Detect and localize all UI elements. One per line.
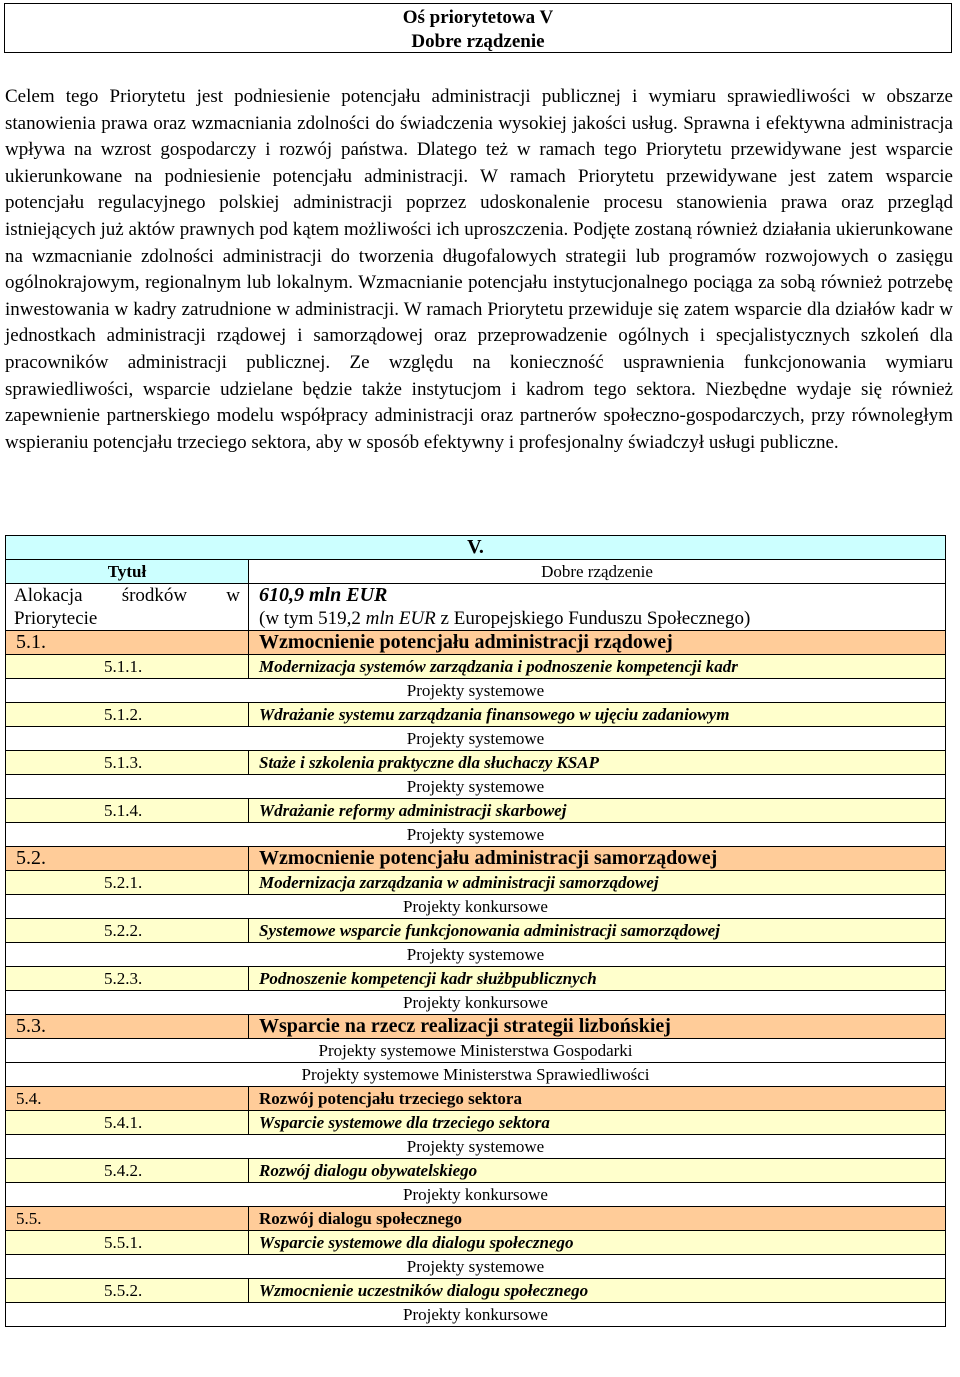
submeasure-number: 5.5.2. (6, 1279, 249, 1303)
project-type-row (6, 775, 946, 799)
submeasure-number: 5.4.1. (6, 1111, 249, 1135)
submeasure-title: Staże i szkolenia praktyczne dla słuchaczy KSAP (249, 751, 946, 775)
allocation-value (249, 584, 946, 631)
project-type-row (6, 1039, 946, 1063)
measure-title: Wsparcie na rzecz realizacji strategii lizbońskiej (249, 1015, 946, 1039)
measure-title: Wzmocnienie potencjału administracji rządowej (249, 631, 946, 655)
submeasure-row (6, 751, 946, 775)
measure-title: Wzmocnienie potencjału administracji samorządowej (249, 847, 946, 871)
project-type: Projekty systemowe (6, 679, 946, 703)
submeasure-number: 5.2.1. (6, 871, 249, 895)
submeasure-row (6, 655, 946, 679)
project-type-row (6, 1255, 946, 1279)
measure-title: Rozwój potencjału trzeciego sektora (249, 1087, 946, 1111)
submeasure-row (6, 703, 946, 727)
allocation-detail (259, 607, 937, 630)
submeasure-number: 5.1.2. (6, 703, 249, 727)
submeasure-row (6, 799, 946, 823)
project-type: Projekty systemowe Ministerstwa Sprawiedliwości (6, 1063, 946, 1087)
project-type: Projekty systemowe (6, 727, 946, 751)
project-type: Projekty konkursowe (6, 991, 946, 1015)
measure-number: 5.4. (6, 1087, 249, 1111)
priority-axis-table (5, 535, 946, 1327)
project-type: Projekty konkursowe (6, 1183, 946, 1207)
title-row (6, 560, 946, 584)
project-type: Projekty systemowe (6, 1135, 946, 1159)
measure-row (6, 1087, 946, 1111)
project-type-row (6, 679, 946, 703)
submeasure-title: Wdrażanie reformy administracji skarbowej (249, 799, 946, 823)
allocation-detail-post: z Europejskiego Funduszu Społecznego) (435, 608, 751, 629)
measure-number: 5.1. (6, 631, 249, 655)
measure-row (6, 631, 946, 655)
document-title-box (4, 3, 952, 53)
submeasure-row (6, 967, 946, 991)
project-type: Projekty systemowe Ministerstwa Gospodarki (6, 1039, 946, 1063)
submeasure-number: 5.2.2. (6, 919, 249, 943)
measure-number: 5.5. (6, 1207, 249, 1231)
submeasure-row (6, 1159, 946, 1183)
measure-row (6, 1207, 946, 1231)
project-type-row (6, 1135, 946, 1159)
submeasure-title: Wdrażanie systemu zarządzania finansowego w ujęciu zadaniowym (249, 703, 946, 727)
submeasure-title: Systemowe wsparcie funkcjonowania administracji samorządowej (249, 919, 946, 943)
project-type-row (6, 895, 946, 919)
title-value: Dobre rządzenie (249, 560, 946, 584)
submeasure-row (6, 1231, 946, 1255)
measure-row (6, 1015, 946, 1039)
submeasure-number: 5.5.1. (6, 1231, 249, 1255)
submeasure-row (6, 1279, 946, 1303)
project-type: Projekty systemowe (6, 775, 946, 799)
submeasure-title: Podnoszenie kompetencji kadr służbpublicznych (249, 967, 946, 991)
submeasure-title: Modernizacja systemów zarządzania i podnoszenie kompetencji kadr (249, 655, 946, 679)
project-type-row (6, 991, 946, 1015)
submeasure-number: 5.2.3. (6, 967, 249, 991)
submeasure-title: Wsparcie systemowe dla trzeciego sektora (249, 1111, 946, 1135)
project-type-row (6, 727, 946, 751)
allocation-detail-pre: (w tym 519,2 (259, 608, 366, 629)
submeasure-title: Wzmocnienie uczestników dialogu społecznego (249, 1279, 946, 1303)
project-type: Projekty systemowe (6, 823, 946, 847)
submeasure-row (6, 871, 946, 895)
submeasure-title: Rozwój dialogu obywatelskiego (249, 1159, 946, 1183)
project-type-row (6, 1063, 946, 1087)
submeasure-row (6, 919, 946, 943)
allocation-amount: 610,9 mln EUR (259, 584, 388, 606)
measure-number: 5.3. (6, 1015, 249, 1039)
submeasure-row (6, 1111, 946, 1135)
submeasure-number: 5.1.3. (6, 751, 249, 775)
measure-title: Rozwój dialogu społecznego (249, 1207, 946, 1231)
project-type: Projekty konkursowe (6, 895, 946, 919)
measure-number: 5.2. (6, 847, 249, 871)
submeasure-number: 5.1.4. (6, 799, 249, 823)
priority-axis-title: Oś priorytetowa V (402, 7, 554, 28)
measure-row (6, 847, 946, 871)
submeasure-title: Modernizacja zarządzania w administracji samorządowej (249, 871, 946, 895)
submeasure-number: 5.1.1. (6, 655, 249, 679)
submeasure-number: 5.4.2. (6, 1159, 249, 1183)
submeasure-title: Wsparcie systemowe dla dialogu społecznego (249, 1231, 946, 1255)
allocation-row (6, 584, 946, 631)
axis-number: V. (6, 536, 946, 560)
project-type-row (6, 1183, 946, 1207)
allocation-label: Alokacja środków w Priorytecie (6, 584, 249, 631)
project-type-row (6, 943, 946, 967)
project-type: Projekty systemowe (6, 1255, 946, 1279)
intro-paragraph: Celem tego Priorytetu jest podniesienie potencjału administracji publicznej i wymiaru sprawiedliwości w obszarze stanowienia prawa oraz wzmacniania zdolności do świadczenia wysokiej jakości usług. Sprawna i efektywna administracja wpływa na wzrost gospodarczy i rozwój państwa. Dlatego też w ramach tego Priorytetu przewidywane jest wsparcie ukierunkowane na podniesienie potencjału administracji. W ramach Priorytetu przewidywane jest zatem wsparcie potencjału regulacyjnego polskiej administracji poprzez udoskonalenie procesu stanowienia prawa oraz przegląd istniejących już aktów prawnych pod kątem możliwości ich uproszczenia. Podjęte zostaną również działania ukierunkowane na wzmacnianie zdolności administracji do tworzenia długofalowych strategii lub programów rozwojowych o zasięgu ogólnokrajowym, regionalnym lub lokalnym. Wzmacnianie potencjału instytucjonalnego pociąga za sobą również potrzebę inwestowania w kadry zatrudnione w administracji. W ramach Priorytetu przewiduje się zatem wsparcie dla działów kadr w jednostkach administracji rządowej i samorządowej oraz przeprowadzenie ogólnych i specjalistycznych szkoleń dla pracowników administracji publicznej. Ze względu na konieczność usprawnienia funkcjonowania wymiaru sprawiedliwości, wsparcie udzielane będzie także instytucjom i kadrom tego sektora. Niezbędne wydaje się również zapewnienie partnerskiego modelu współpracy administracji oraz partnerów społeczno-gospodarczych, przy równoległym wspieraniu potencjału trzeciego sektora, aby w sposób efektywny i profesjonalny świadczył usługi publiczne. (5, 86, 953, 453)
project-type-row (6, 823, 946, 847)
project-type: Projekty systemowe (6, 943, 946, 967)
priority-axis-subtitle: Dobre rządzenie (411, 31, 545, 52)
project-type-row (6, 1303, 946, 1327)
project-type: Projekty konkursowe (6, 1303, 946, 1327)
title-label: Tytuł (6, 560, 249, 584)
allocation-detail-unit: mln EUR (365, 608, 436, 629)
axis-number-row (6, 536, 946, 560)
